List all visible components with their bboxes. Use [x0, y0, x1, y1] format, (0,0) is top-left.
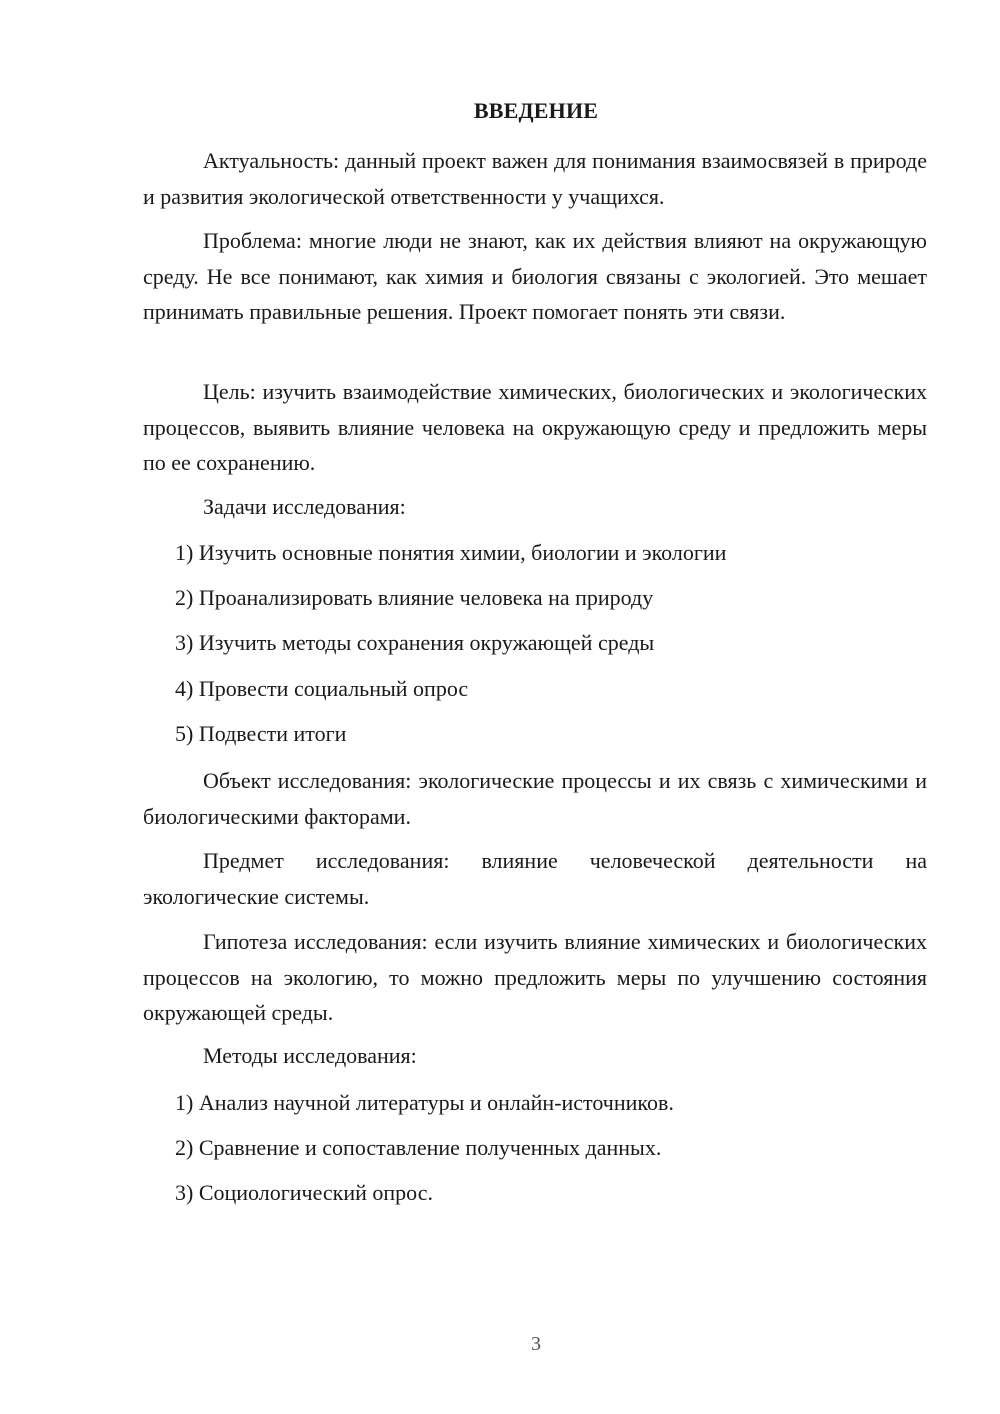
- paragraph-goal: Цель: изучить взаимодействие химических, биологических и экологических процессов, выявить влияние человека на окружающую среду и предложить меры по ее сохранению.: [143, 379, 927, 475]
- task-item: 3) Изучить методы сохранения окружающей среды: [175, 630, 655, 655]
- paragraph-problem: Проблема: многие люди не знают, как их действия влияют на окружающую среду. Не все понимают, как химия и биология связаны с экологией. Это мешает принимать правильные решения. Проект помогает понять эти связи.: [143, 228, 927, 324]
- tasks-label: Задачи исследования:: [203, 494, 406, 519]
- methods-label: Методы исследования:: [203, 1043, 417, 1068]
- paragraph-subject: Предмет исследования: влияние человеческой деятельности на экологические системы.: [143, 848, 927, 909]
- task-item: 4) Провести социальный опрос: [175, 676, 469, 701]
- paragraph-hypothesis: Гипотеза исследования: если изучить влияние химических и биологических процессов на экологию, то можно предложить меры по улучшению состояния окружающей среды.: [143, 929, 927, 1025]
- method-item: 1) Анализ научной литературы и онлайн-источников.: [175, 1090, 674, 1115]
- task-item: 5) Подвести итоги: [175, 721, 347, 746]
- paragraph-relevance: Актуальность: данный проект важен для понимания взаимосвязей в природе и развития экологической ответственности у учащихся.: [143, 148, 927, 209]
- paragraph-object: Объект исследования: экологические процессы и их связь с химическими и биологическими факторами.: [143, 768, 927, 829]
- method-item: 3) Социологический опрос.: [175, 1180, 433, 1205]
- task-item: 2) Проанализировать влияние человека на природу: [175, 585, 654, 610]
- task-item: 1) Изучить основные понятия химии, биологии и экологии: [175, 540, 727, 565]
- page-number: 3: [531, 1333, 541, 1355]
- method-item: 2) Сравнение и сопоставление полученных данных.: [175, 1135, 662, 1160]
- page-title: ВВЕДЕНИЕ: [473, 98, 599, 123]
